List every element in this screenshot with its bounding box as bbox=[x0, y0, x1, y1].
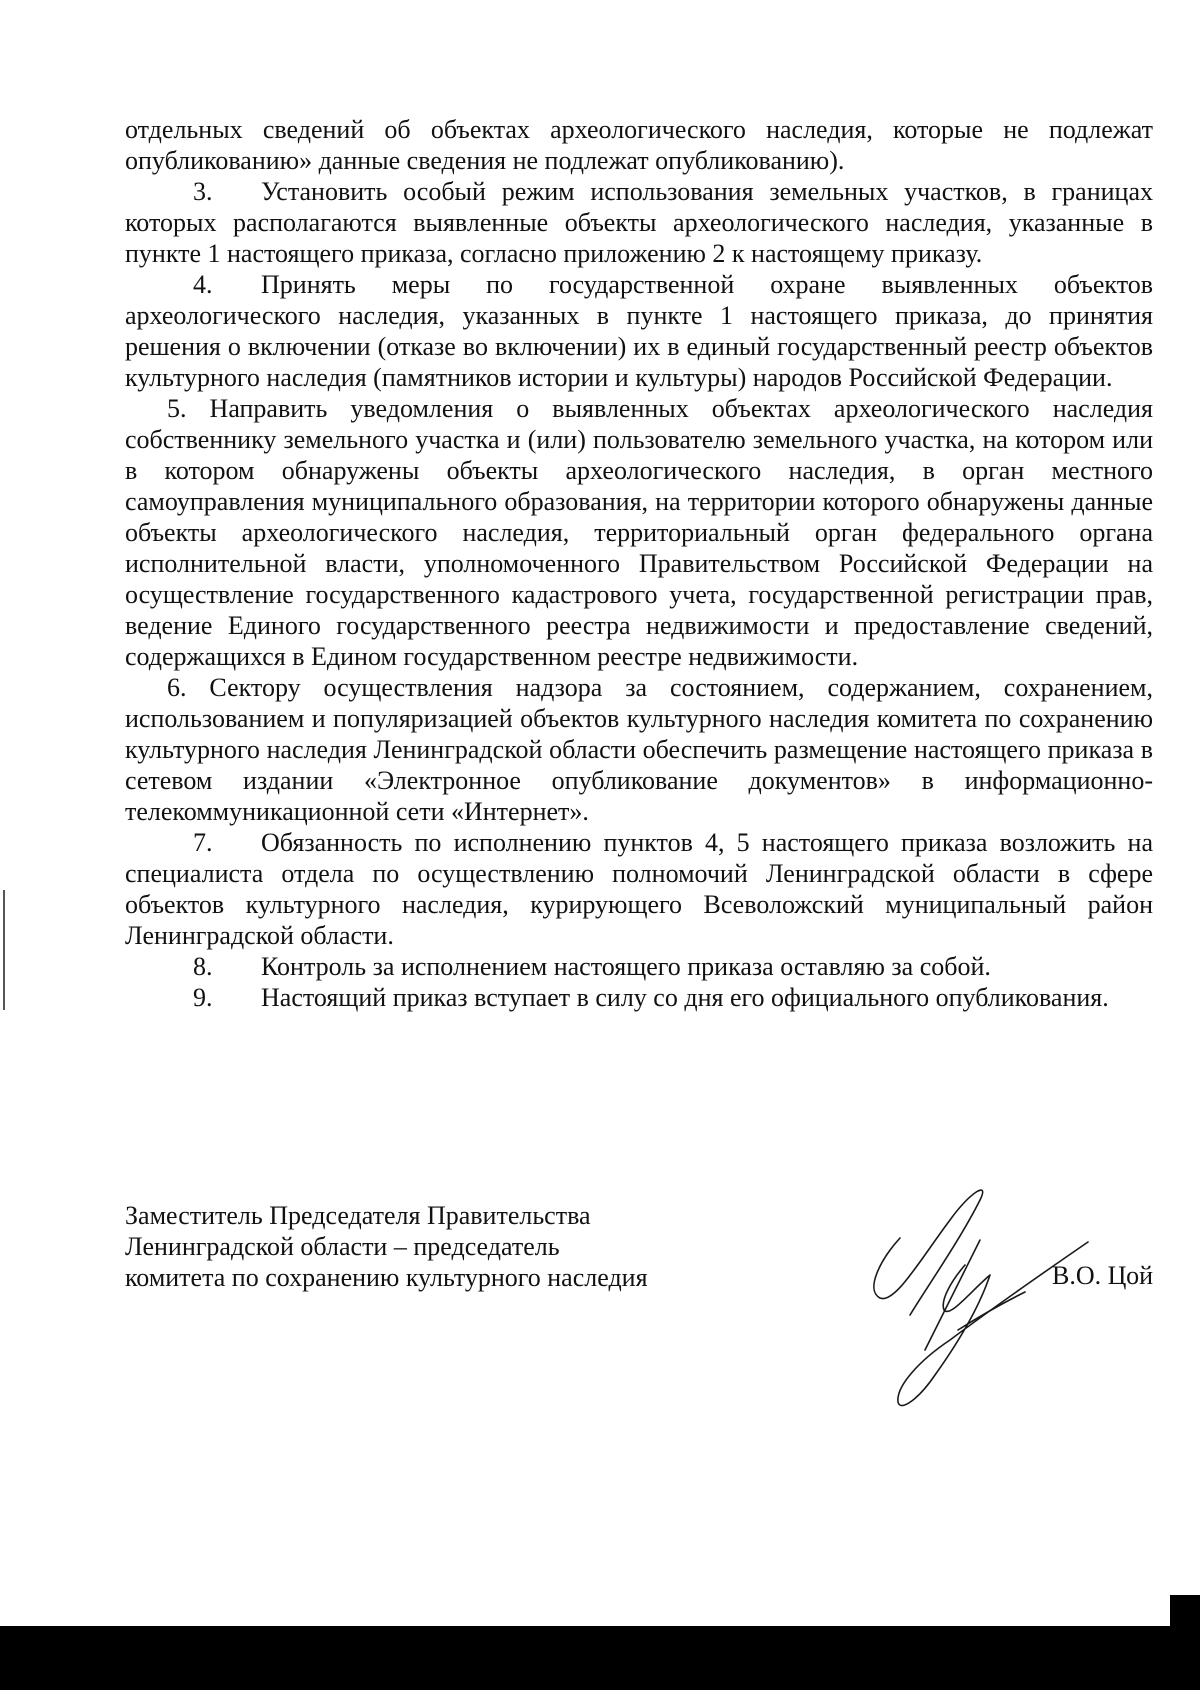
paragraph-text: 6. Сектору осуществления надзора за состоянием, содержанием, сохранением, использованием и популяризацией объектов культурного наследия комитета по сохранению культурного наследия Ленинградской области обеспечить размещение настоящего приказа в сетевом издании «Электронное опубликование документов» в информационно-телекоммуникационной сети «Интернет». bbox=[125, 673, 1153, 826]
handwritten-signature bbox=[840, 1180, 1100, 1420]
paragraph-number: 7. bbox=[193, 828, 213, 857]
scan-edge-shadow bbox=[1170, 1595, 1200, 1626]
paragraph-text: Настоящий приказ вступает в силу со дня его официального опубликования. bbox=[261, 983, 1109, 1012]
paragraph-number: 8. bbox=[193, 952, 213, 981]
paragraph-text: Принять меры по государственной охране выявленных объектов археологического наследия, указанных в пункте 1 настоящего приказа, до принятия решения о включении (отказе во включении) их в единый государственный реестр объектов культурного наследия (памятников истории и культуры) народов Российской Федерации. bbox=[125, 270, 1153, 392]
signatory-position bbox=[125, 1200, 648, 1293]
scan-bottom-border bbox=[0, 1626, 1200, 1690]
paragraph-text: Установить особый режим использования земельных участков, в границах которых располагаются выявленные объекты археологического наследия, указанные в пункте 1 настоящего приказа, согласно приложению 2 к настоящему приказу. bbox=[125, 177, 1153, 268]
position-line: Заместитель Председателя Правительства bbox=[125, 1201, 591, 1230]
signature-block bbox=[125, 1200, 1153, 1420]
paragraph-9 bbox=[125, 982, 1153, 1013]
paragraph-2-continuation bbox=[125, 114, 1153, 176]
document-body bbox=[125, 114, 1153, 1013]
scan-margin-mark bbox=[3, 890, 5, 1010]
position-line: комитета по сохранению культурного наследия bbox=[125, 1263, 648, 1292]
paragraph-6 bbox=[125, 672, 1153, 827]
paragraph-7 bbox=[125, 827, 1153, 951]
paragraph-number: 9. bbox=[193, 983, 213, 1012]
signatory-name: В.О. Цой bbox=[1052, 1261, 1153, 1290]
position-line: Ленинградской области – председатель bbox=[125, 1232, 560, 1261]
paragraph-text: отдельных сведений об объектах археологического наследия, которые не подлежат опубликованию» данные сведения не подлежат опубликованию). bbox=[125, 115, 1153, 175]
paragraph-8 bbox=[125, 951, 1153, 982]
paragraph-text: Контроль за исполнением настоящего приказа оставляю за собой. bbox=[261, 952, 991, 981]
paragraph-3 bbox=[125, 176, 1153, 269]
paragraph-number: 3. bbox=[193, 177, 213, 206]
paragraph-number: 4. bbox=[193, 270, 213, 299]
paragraph-4 bbox=[125, 269, 1153, 393]
paragraph-text: 5. Направить уведомления о выявленных объектах археологического наследия собственнику земельного участка и (или) пользователю земельного участка, на котором или в котором обнаружены объекты археологического наследия, в орган местного самоуправления муниципального образования, на территории которого обнаружены данные объекты археологического наследия, территориальный орган федерального органа исполнительной власти, уполномоченного Правительством Российской Федерации на осуществление государственного кадастрового учета, государственной регистрации прав, ведение Единого государственного реестра недвижимости и предоставление сведений, содержащихся в Едином государственном реестре недвижимости. bbox=[125, 394, 1153, 671]
paragraph-5 bbox=[125, 393, 1153, 672]
paragraph-text: Обязанность по исполнению пунктов 4, 5 настоящего приказа возложить на специалиста отдела по осуществлению полномочий Ленинградской области в сфере объектов культурного наследия, курирующего Всеволожский муниципальный район Ленинградской области. bbox=[125, 828, 1153, 950]
